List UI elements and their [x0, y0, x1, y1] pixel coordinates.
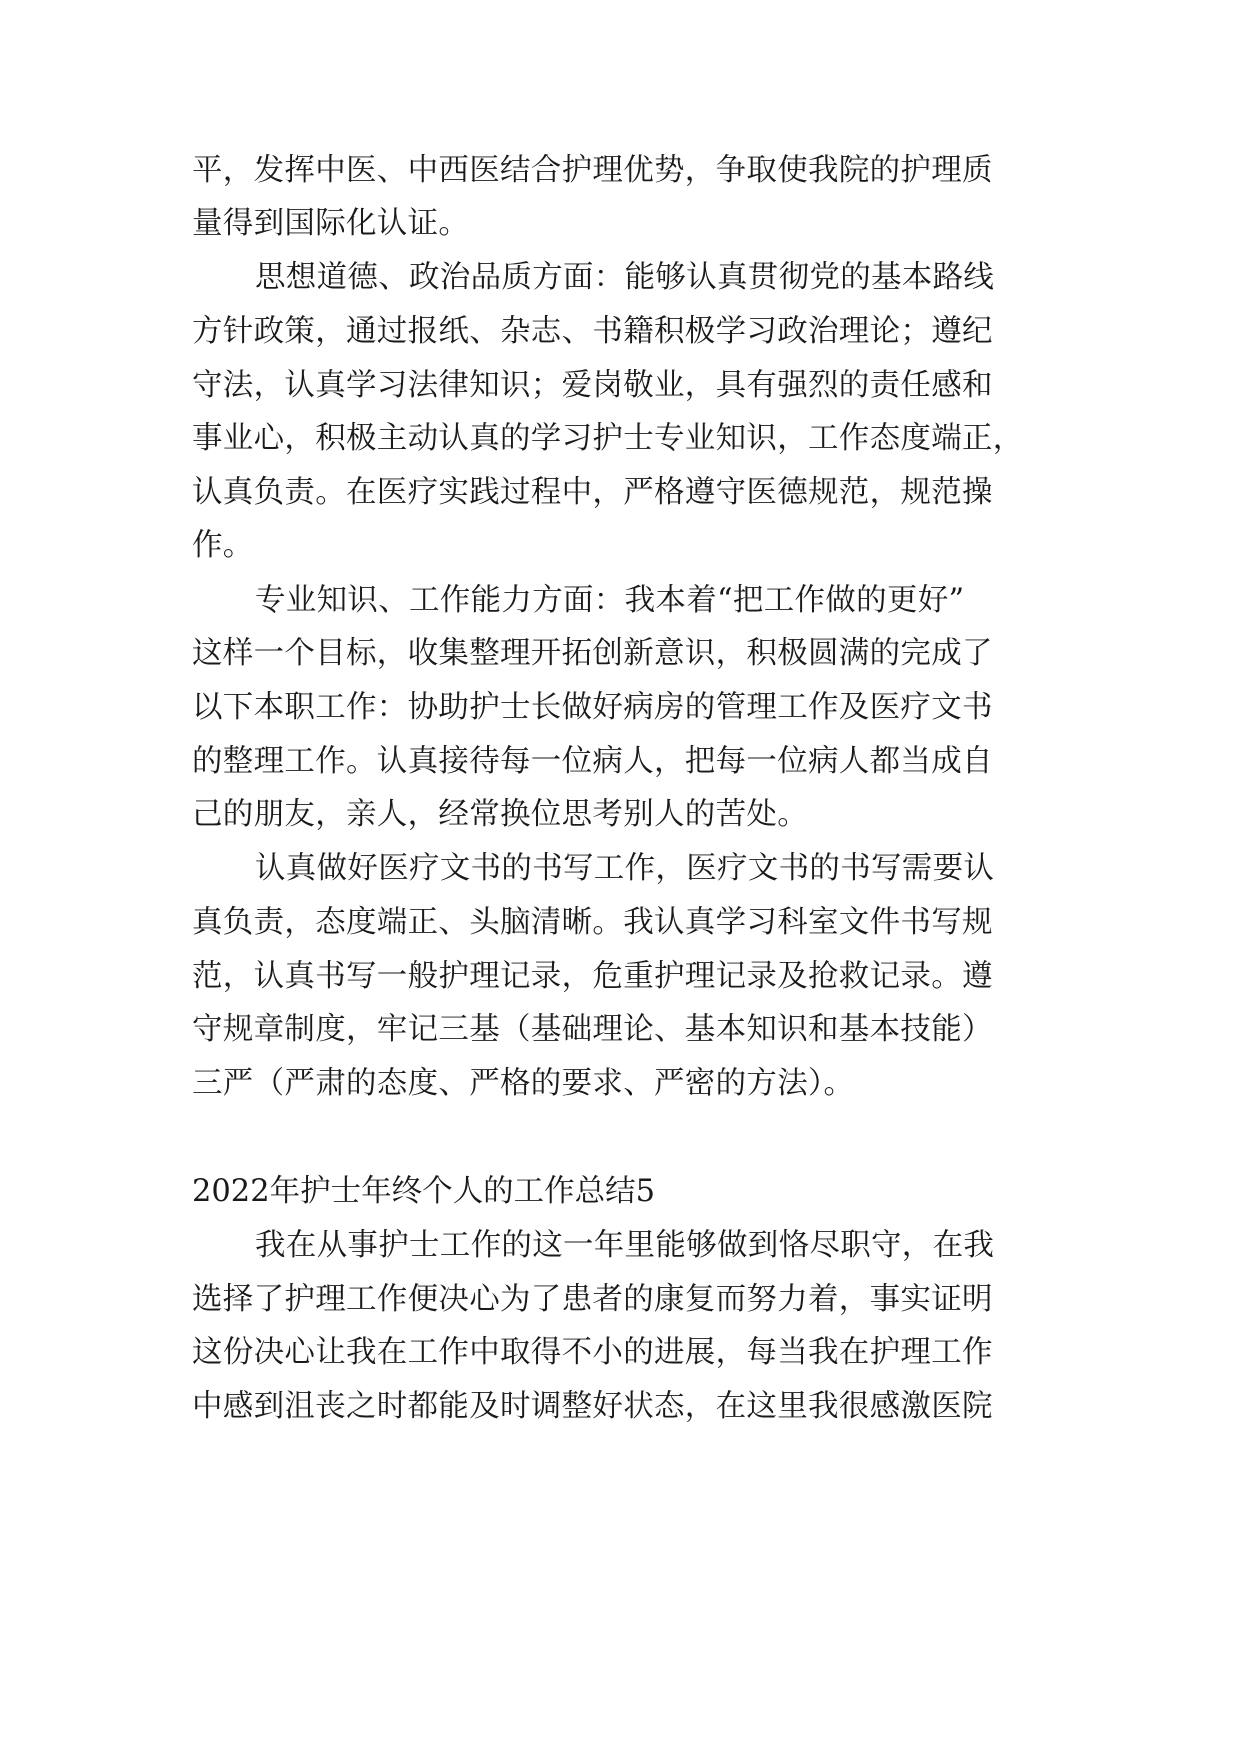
text-line: 平，发挥中医、中西医结合护理优势，争取使我院的护理质: [192, 153, 993, 188]
text-line: 守规章制度，牢记三基（基础理论、基本知识和基本技能）: [192, 1012, 993, 1047]
text-line: 认真负责。在医疗实践过程中，严格遵守医德规范，规范操: [192, 475, 993, 510]
text-line: 范，认真书写一般护理记录，危重护理记录及抢救记录。遵: [192, 959, 993, 994]
text-line: 这份决心让我在工作中取得不小的进展，每当我在护理工作: [192, 1335, 993, 1370]
section-title: 2022年护士年终个人的工作总结5: [192, 1174, 656, 1209]
text-line: 以下本职工作：协助护士长做好病房的管理工作及医疗文书: [192, 690, 993, 725]
text-line: 中感到沮丧之时都能及时调整好状态，在这里我很感激医院: [192, 1389, 993, 1424]
text-line: 选择了护理工作便决心为了患者的康复而努力着，事实证明: [192, 1282, 993, 1317]
text-line: 专业知识、工作能力方面：我本着“把工作做的更好”: [255, 583, 965, 618]
text-line: 量得到国际化认证。: [192, 206, 470, 241]
text-line: 认真做好医疗文书的书写工作，医疗文书的书写需要认: [255, 851, 995, 886]
text-line: 我在从事护士工作的这一年里能够做到恪尽职守，在我: [255, 1228, 995, 1263]
text-line: 真负责，态度端正、头脑清晰。我认真学习科室文件书写规: [192, 905, 993, 940]
text-line: 思想道德、政治品质方面：能够认真贯彻党的基本路线: [255, 260, 995, 295]
text-line: 三严（严肃的态度、严格的要求、严密的方法）。: [192, 1066, 855, 1101]
text-line: 作。: [192, 528, 254, 563]
text-line: 事业心，积极主动认真的学习护士专业知识，工作态度端正，: [192, 421, 1024, 456]
text-line: 这样一个目标，收集整理开拓创新意识，积极圆满的完成了: [192, 636, 993, 671]
text-line: 守法，认真学习法律知识；爱岗敬业，具有强烈的责任感和: [192, 368, 993, 403]
text-line: 的整理工作。认真接待每一位病人，把每一位病人都当成自: [192, 744, 993, 779]
text-line: 己的朋友，亲人，经常换位思考别人的苦处。: [192, 797, 808, 832]
text-line: 方针政策，通过报纸、杂志、书籍积极学习政治理论；遵纪: [192, 314, 993, 349]
